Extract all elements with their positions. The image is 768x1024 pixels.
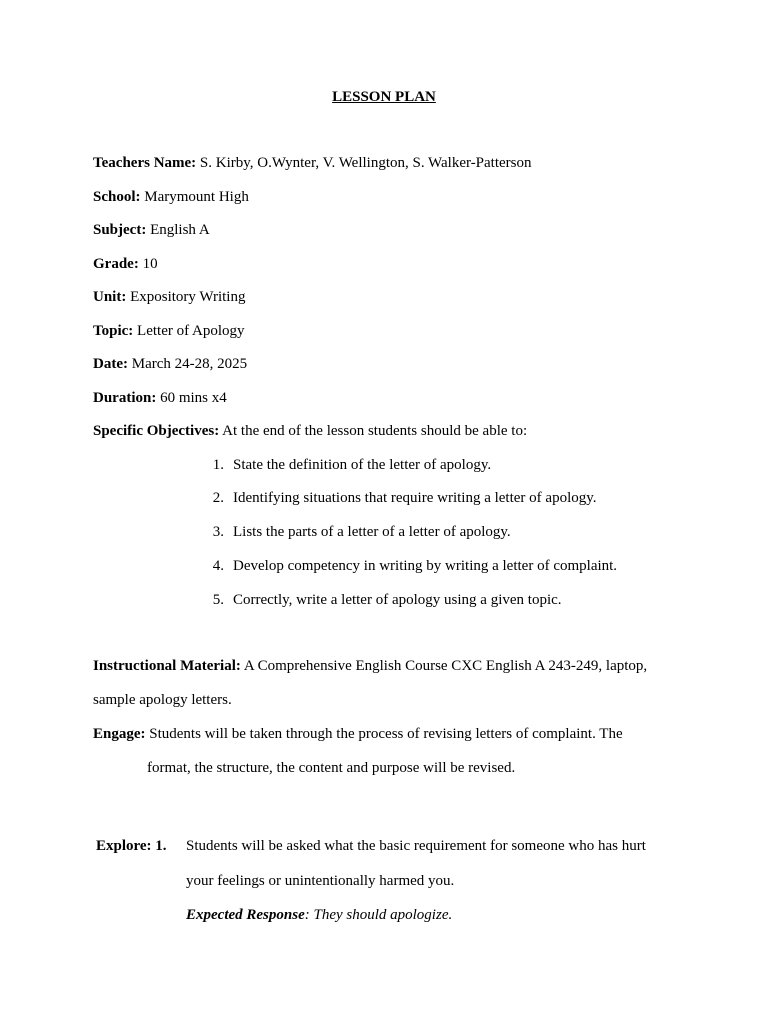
instructional-material-continuation: sample apology letters.	[93, 692, 232, 708]
subject-value: English A	[150, 222, 210, 238]
duration-value: 60 mins x4	[160, 390, 227, 406]
school-label: School:	[93, 189, 141, 205]
date-label: Date:	[93, 356, 128, 372]
duration-label: Duration:	[93, 390, 157, 406]
subject-label: Subject:	[93, 222, 147, 238]
instructional-material-text: A Comprehensive English Course CXC English A 243-249, laptop,	[243, 658, 648, 674]
objective-text: Lists the parts of a letter of a letter of apology.	[233, 524, 511, 540]
date-value: March 24-28, 2025	[131, 356, 248, 372]
objective-text: State the definition of the letter of apology.	[233, 457, 492, 473]
objectives-intro-text: At the end of the lesson students should be able to:	[222, 423, 528, 439]
objective-number: 2.	[212, 490, 224, 506]
objective-number: 5.	[212, 592, 224, 608]
explore-label-text: Explore: 1.	[96, 838, 167, 854]
expected-response-label: Expected Response	[186, 907, 305, 923]
engage-label: Engage:	[93, 726, 146, 742]
objective-item	[202, 591, 562, 609]
explore-continuation: your feelings or unintentionally harmed you.	[186, 873, 455, 889]
explore-label	[96, 837, 167, 855]
explore-text: Students will be asked what the basic requirement for someone who has hurt	[186, 838, 646, 854]
objective-text: Correctly, write a letter of apology using a given topic.	[233, 592, 562, 608]
document-title: LESSON PLAN	[332, 89, 436, 105]
objective-item	[202, 456, 491, 474]
engage-line	[93, 725, 623, 743]
unit-line	[93, 288, 245, 306]
duration-line	[93, 389, 227, 407]
objective-item	[202, 557, 617, 575]
engage-continuation: format, the structure, the content and purpose will be revised.	[147, 760, 516, 776]
grade-line	[93, 255, 158, 273]
instructional-material-line	[93, 657, 647, 675]
objective-item	[202, 489, 597, 507]
objective-text: Develop competency in writing by writing a letter of complaint.	[233, 558, 618, 574]
expected-response-line	[186, 906, 452, 924]
engage-text: Students will be taken through the process of revising letters of complaint. The	[149, 726, 623, 742]
school-value: Marymount High	[144, 189, 249, 205]
grade-value: 10	[142, 256, 158, 272]
objective-number: 4.	[212, 558, 224, 574]
objectives-label: Specific Objectives:	[93, 423, 220, 439]
teachers-name-line	[93, 154, 532, 172]
topic-label: Topic:	[93, 323, 134, 339]
unit-label: Unit:	[93, 289, 127, 305]
grade-label: Grade:	[93, 256, 139, 272]
instructional-material-label: Instructional Material:	[93, 658, 241, 674]
objective-number: 3.	[212, 524, 224, 540]
unit-value: Expository Writing	[130, 289, 246, 305]
teachers-name-value: S. Kirby, O.Wynter, V. Wellington, S. Walker-Patterson	[199, 155, 532, 171]
date-line	[93, 355, 247, 373]
objective-text: Identifying situations that require writing a letter of apology.	[233, 490, 597, 506]
objectives-intro-line	[93, 422, 527, 440]
objective-number: 1.	[212, 457, 224, 473]
expected-response-text: : They should apologize.	[304, 907, 453, 923]
objective-item	[202, 523, 511, 541]
school-line	[93, 188, 249, 206]
subject-line	[93, 221, 210, 239]
teachers-name-label: Teachers Name:	[93, 155, 197, 171]
topic-value: Letter of Apology	[137, 323, 245, 339]
topic-line	[93, 322, 245, 340]
